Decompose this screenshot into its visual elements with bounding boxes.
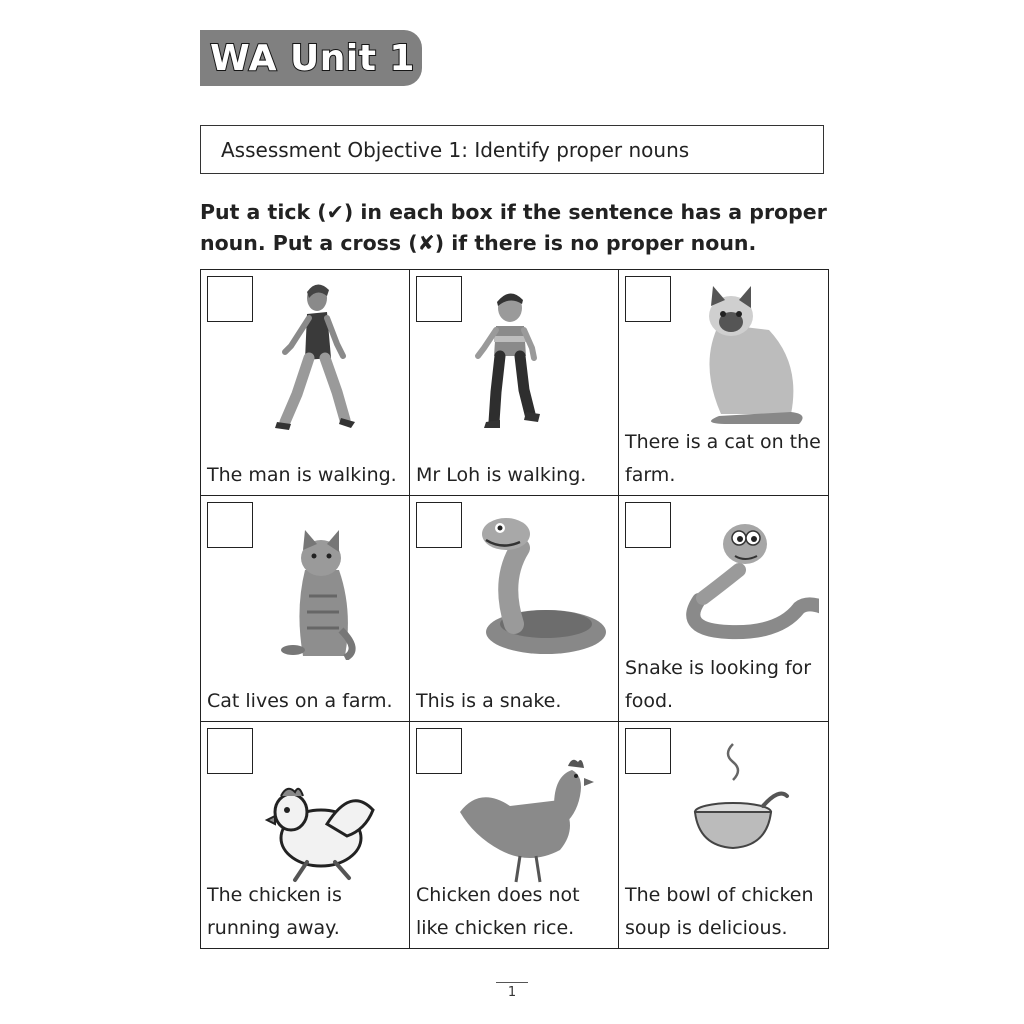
exercise-cell-9 — [619, 722, 828, 948]
exercise-grid — [200, 269, 829, 949]
exercise-cell-5 — [410, 496, 619, 722]
exercise-cell-1 — [201, 270, 410, 496]
instruction-text: Put a tick (✔) in each box if the sentence has a proper noun. Put a cross (✘) if there is no proper noun. — [200, 200, 827, 255]
assessment-objective-text: Assessment Objective 1: Identify proper nouns — [221, 137, 690, 162]
sentence-text: The man is walking. — [207, 464, 397, 486]
soup-bowl-icon — [659, 726, 819, 886]
sentence-text: Snake is looking for food. — [625, 657, 812, 712]
hen-icon — [450, 726, 610, 886]
exercise-cell-8 — [410, 722, 619, 948]
exercise-cell-2 — [410, 270, 619, 496]
sentence-text: Chicken does not like chicken rice. — [416, 884, 580, 939]
running-chicken-icon — [241, 726, 401, 886]
sentence-text: The chicken is running away. — [207, 884, 342, 939]
exercise-cell-4 — [201, 496, 410, 722]
siamese-cat-icon — [659, 274, 819, 434]
sentence-text: Cat lives on a farm. — [207, 690, 393, 712]
sentence-text: This is a snake. — [416, 690, 562, 712]
page-number-rule — [496, 982, 528, 983]
exercise-cell-7 — [201, 722, 410, 948]
tabby-cat-icon — [241, 500, 401, 660]
page-title: WA Unit 1 — [210, 37, 415, 79]
cartoon-snake-icon — [659, 500, 819, 660]
walking-boy-icon — [450, 274, 610, 434]
coiled-snake-icon — [450, 500, 610, 660]
sentence-text: Mr Loh is walking. — [416, 464, 587, 486]
exercise-cell-6 — [619, 496, 828, 722]
walking-man-icon — [241, 274, 401, 434]
unit-badge — [200, 30, 422, 86]
sentence-text: The bowl of chicken soup is delicious. — [625, 884, 814, 939]
sentence-text: There is a cat on the farm. — [625, 431, 821, 486]
exercise-cell-3 — [619, 270, 828, 496]
page-number: 1 — [507, 985, 517, 1000]
assessment-objective-box — [200, 125, 824, 174]
